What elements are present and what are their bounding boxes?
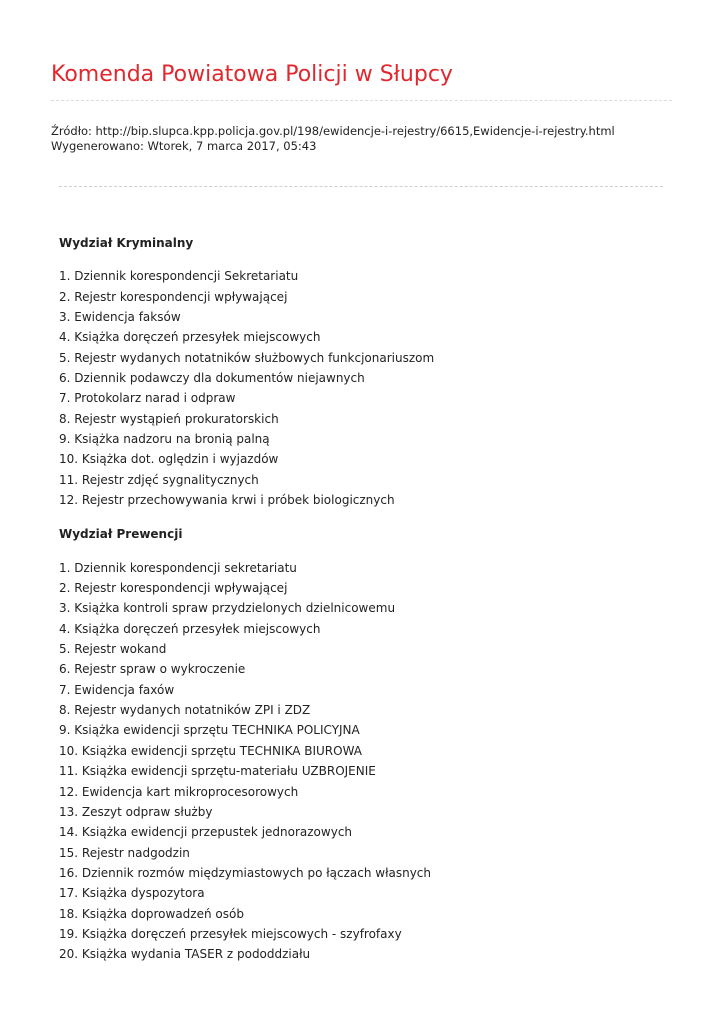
list-item: 10. Książka dot. oględzin i wyjazdów <box>59 452 279 467</box>
list-item: 1. Dziennik korespondencji Sekretariatu <box>59 269 299 284</box>
list-item: 16. Dziennik rozmów międzymiastowych po łączach własnych <box>59 865 432 880</box>
list-item: 14. Książka ewidencji przepustek jednorazowych <box>59 825 353 840</box>
list-item: 1. Dziennik korespondencji sekretariatu <box>59 560 297 575</box>
document-meta <box>51 124 615 154</box>
list-item: 4. Książka doręczeń przesyłek miejscowych <box>59 621 321 636</box>
list-item: 18. Książka doprowadzeń osób <box>59 906 244 921</box>
generated-line: Wygenerowano: Wtorek, 7 marca 2017, 05:43 <box>51 139 317 153</box>
list-item: 9. Książka ewidencji sprzętu TECHNIKA POLICYJNA <box>59 723 360 738</box>
list-item: 19. Książka doręczeń przesyłek miejscowych - szyfrofaxy <box>59 926 402 941</box>
list-item: 20. Książka wydania TASER z pododdziału <box>59 947 311 962</box>
list-item: 4. Książka doręczeń przesyłek miejscowych <box>59 330 321 345</box>
section-title: Wydział Kryminalny <box>59 236 194 250</box>
list-item: 12. Ewidencja kart mikroprocesorowych <box>59 784 299 799</box>
list-item: 6. Rejestr spraw o wykroczenie <box>59 662 246 677</box>
list-item: 17. Książka dyspozytora <box>59 886 205 901</box>
list-item: 8. Rejestr wystąpień prokuratorskich <box>59 411 279 426</box>
list-item: 5. Rejestr wydanych notatników służbowych funkcjonariuszom <box>59 350 435 365</box>
section-wydzial-kryminalny <box>59 233 699 510</box>
register-list <box>59 558 699 965</box>
list-item: 8. Rejestr wydanych notatników ZPI i ZDZ <box>59 703 311 718</box>
document-content <box>59 233 699 979</box>
list-item: 5. Rejestr wokand <box>59 642 167 657</box>
page-title: Komenda Powiatowa Policji w Słupcy <box>51 62 453 87</box>
list-item: 7. Ewidencja faxów <box>59 682 175 697</box>
source-line: Źródło: http://bip.slupca.kpp.policja.gov.pl/198/ewidencje-i-rejestry/6615,Ewidencje-i-rejestry.html <box>51 124 615 138</box>
section-title: Wydział Prewencji <box>59 527 183 542</box>
list-item: 15. Rejestr nadgodzin <box>59 845 190 860</box>
list-item: 11. Książka ewidencji sprzętu-materiału UZBROJENIE <box>59 764 376 779</box>
list-item: 9. Książka nadzoru na bronią palną <box>59 432 270 447</box>
list-item: 2. Rejestr korespondencji wpływającej <box>59 581 288 596</box>
list-item: 7. Protokolarz narad i odpraw <box>59 391 236 406</box>
list-item: 6. Dziennik podawczy dla dokumentów niejawnych <box>59 371 365 386</box>
list-item: 12. Rejestr przechowywania krwi i próbek biologicznych <box>59 493 395 508</box>
register-list <box>59 266 699 510</box>
header-divider <box>51 100 672 101</box>
list-item: 13. Zeszyt odpraw służby <box>59 804 213 819</box>
list-item: 3. Książka kontroli spraw przydzielonych dzielnicowemu <box>59 601 396 616</box>
list-item: 3. Ewidencja faksów <box>59 309 181 324</box>
content-divider <box>59 186 663 187</box>
section-wydzial-prewencji <box>59 524 699 964</box>
list-item: 10. Książka ewidencji sprzętu TECHNIKA BIUROWA <box>59 743 363 758</box>
list-item: 11. Rejestr zdjęć sygnalitycznych <box>59 472 259 487</box>
list-item: 2. Rejestr korespondencji wpływającej <box>59 289 288 304</box>
